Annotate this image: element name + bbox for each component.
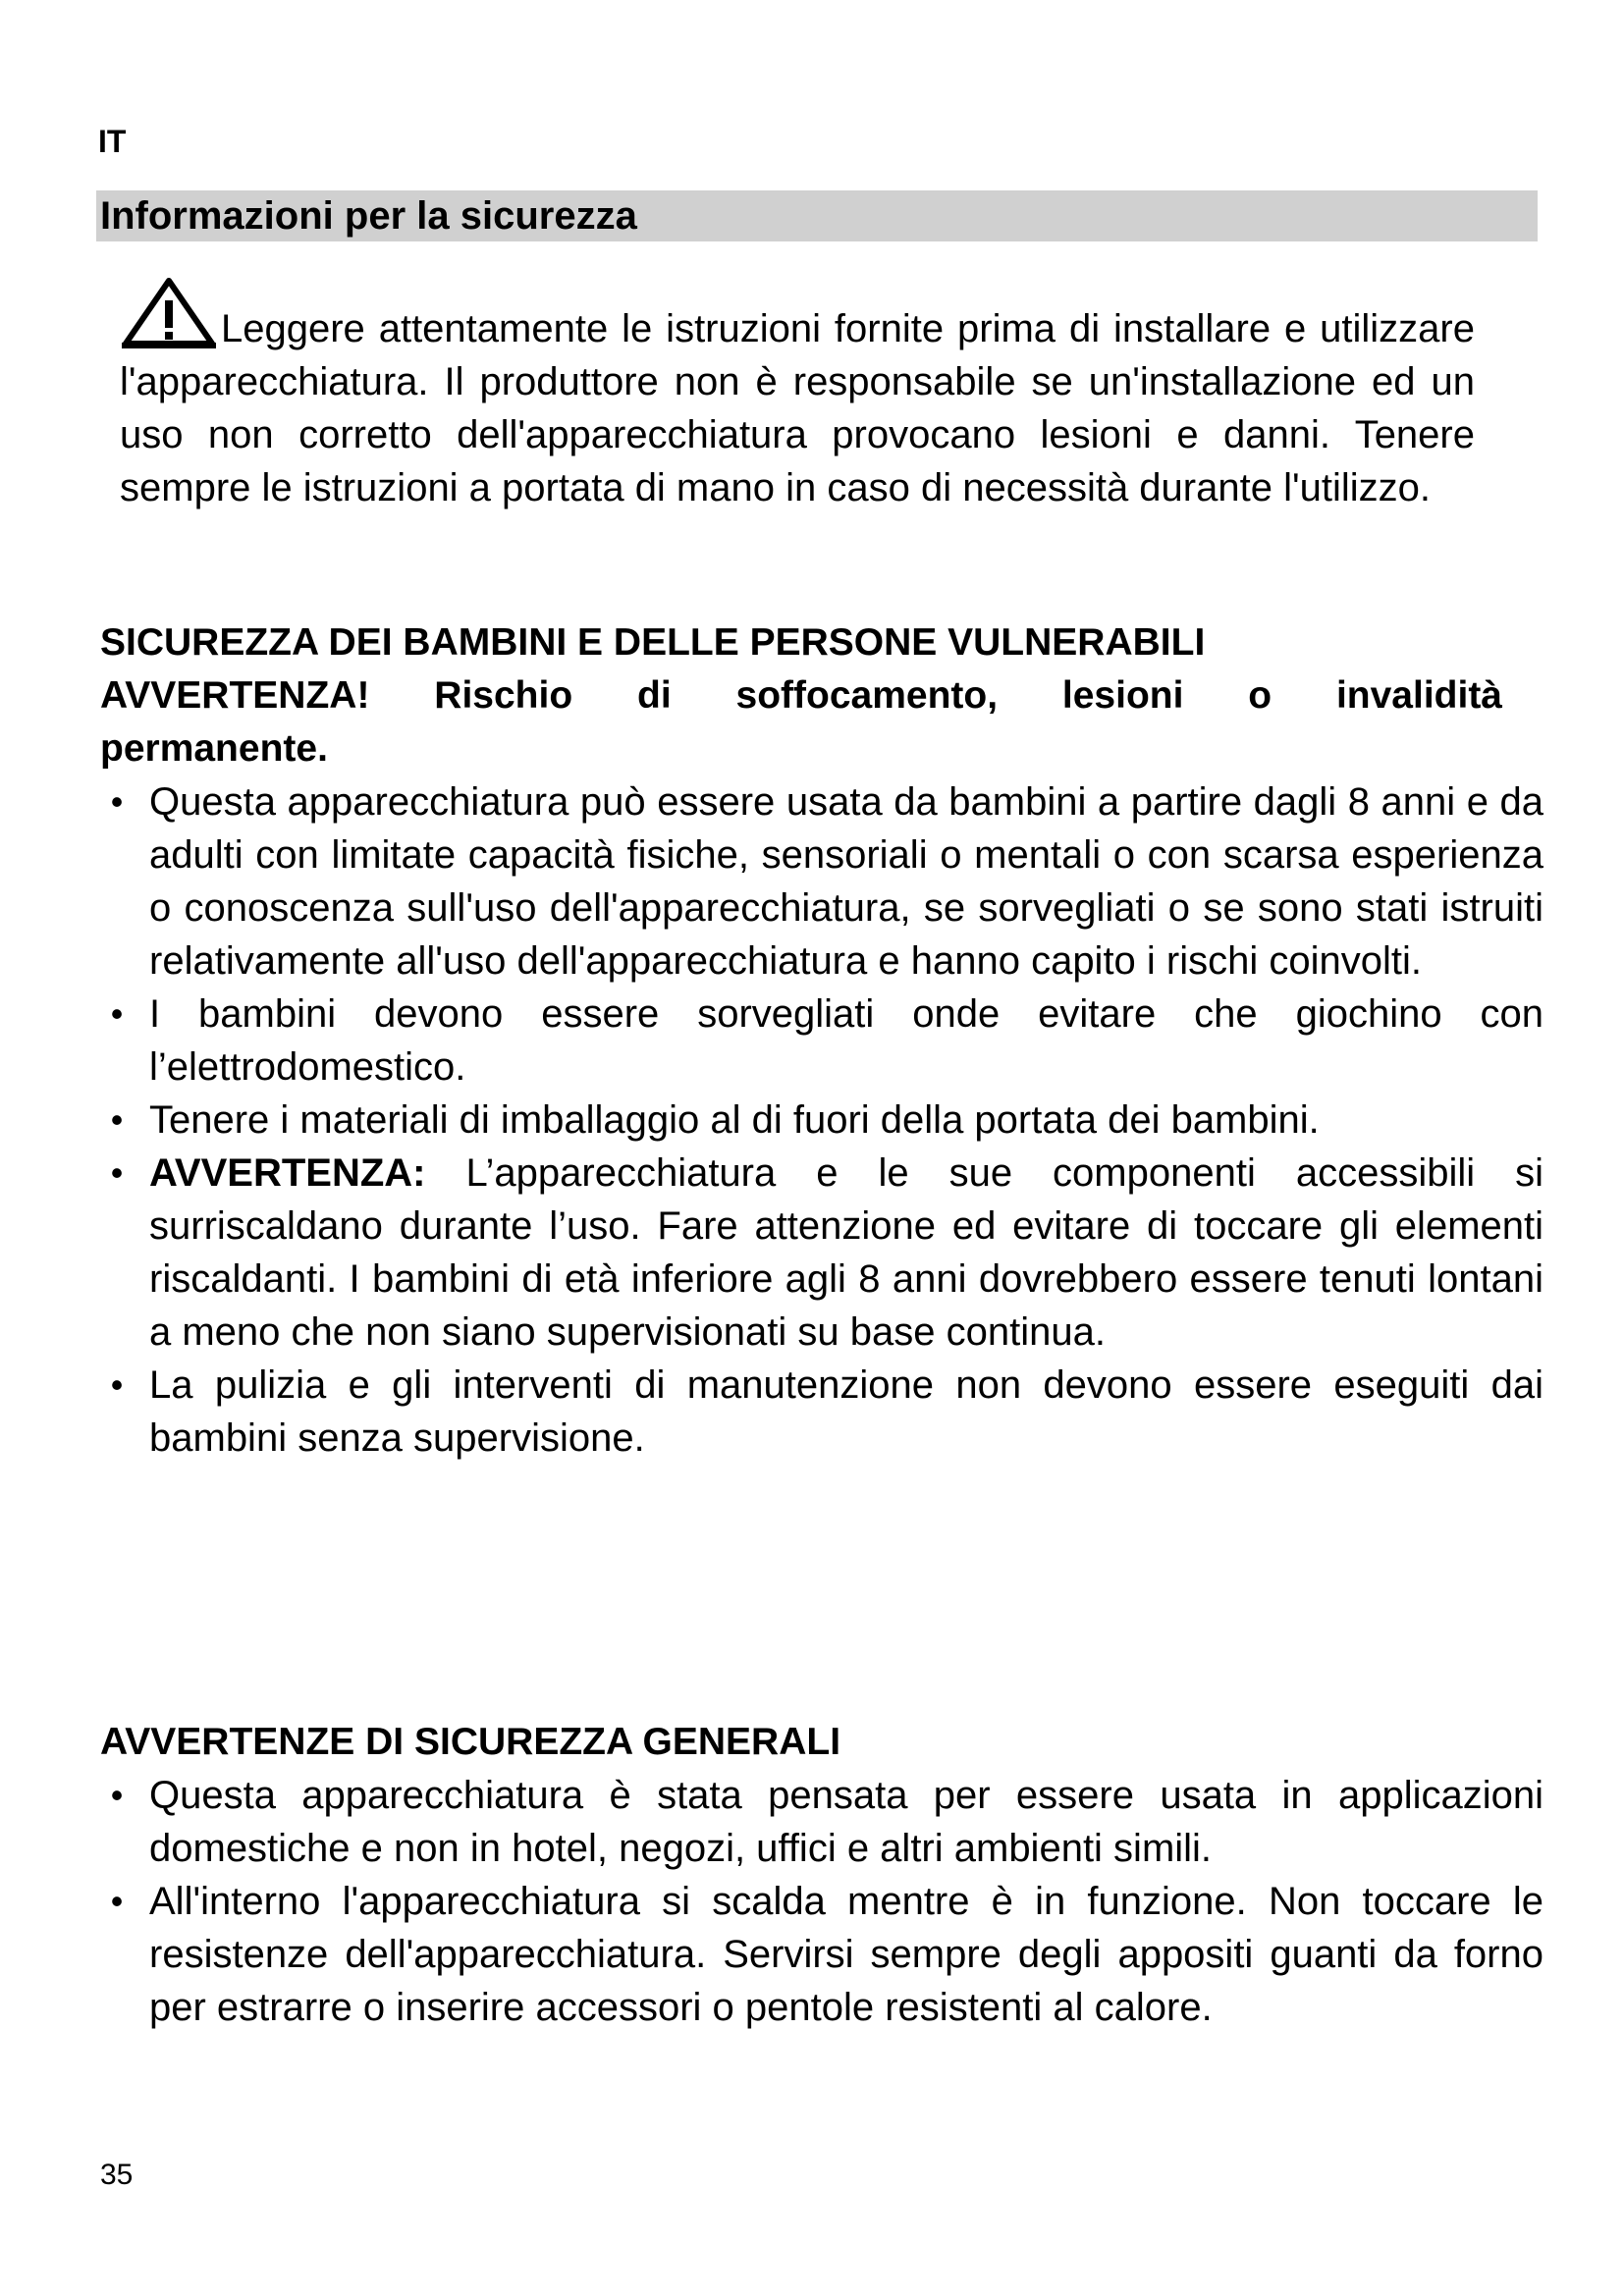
children-safety-list — [100, 775, 1543, 1465]
intro-text: Leggere attentamente le istruzioni fornite prima di installare e utilizzare l'apparecchiatura. Il produttore non è responsabile se un'installazione ed un uso non corretto dell'apparecchiatura provocano lesioni e danni. Tenere sempre le istruzioni a portata di mano in caso di necessità durante l'utilizzo. — [120, 307, 1475, 509]
children-safety-heading: SICUREZZA DEI BAMBINI E DELLE PERSONE VULNERABILI — [100, 621, 1206, 664]
page-number: 35 — [100, 2159, 134, 2191]
general-safety-list — [100, 1769, 1543, 2034]
list-item: • La pulizia e gli interventi di manutenzione non devono essere eseguiti dai bambini senza supervisione. — [100, 1359, 1543, 1465]
list-item: • I bambini devono essere sorvegliati onde evitare che giochino con l’elettrodomestico. — [100, 988, 1543, 1094]
list-item: • AVVERTENZA: L’apparecchiatura e le sue componenti accessibili si surriscaldano durante l’uso. Fare attenzione ed evitare di toccare gli elementi riscaldanti. I bambini di età inferiore agli 8 anni dovrebbero essere tenuti lontani a meno che non siano supervisionati su base continua. — [100, 1147, 1543, 1359]
list-item: • Questa apparecchiatura è stata pensata per essere usata in applicazioni domestiche e non in hotel, negozi, uffici e altri ambienti simili. — [100, 1769, 1543, 1875]
section-title: Informazioni per la sicurezza — [100, 194, 637, 238]
general-safety-heading: AVVERTENZE DI SICUREZZA GENERALI — [100, 1721, 841, 1763]
bullet-glyph: • — [110, 993, 124, 1034]
list-item: • Questa apparecchiatura può essere usata da bambini a partire dagli 8 anni e da adulti con limitate capacità fisiche, sensoriali o mentali o con scarsa esperienza o conoscenza sull'uso dell'apparecchiatura, se sorvegliati o se sono stati istruiti relativamente all'uso dell'apparecchiatura e hanno capito i rischi coinvolti. — [100, 775, 1543, 988]
bullet-glyph: • — [110, 1364, 124, 1405]
bullet-glyph: • — [110, 781, 124, 822]
bullet-glyph: • — [110, 1099, 124, 1140]
bullet-glyph: • — [110, 1775, 124, 1815]
children-warning-line-1: AVVERTENZA! Rischio di soffocamento, lesioni o invalidità — [100, 674, 1502, 717]
list-item: • All'interno l'apparecchiatura si scalda mentre è in funzione. Non toccare le resistenze dell'apparecchiatura. Servirsi sempre degli appositi guanti da forno per estrarre o inserire accessori o pentole resistenti al calore. — [100, 1875, 1543, 2034]
children-warning-line-2: permanente. — [100, 727, 328, 770]
language-code: IT — [98, 124, 127, 159]
list-item: • Tenere i materiali di imballaggio al di fuori della portata dei bambini. — [100, 1094, 1543, 1147]
bullet-glyph: • — [110, 1881, 124, 1921]
bullet-glyph: • — [110, 1152, 124, 1193]
intro-paragraph — [120, 302, 1475, 514]
warning-label: AVVERTENZA: — [149, 1151, 426, 1195]
